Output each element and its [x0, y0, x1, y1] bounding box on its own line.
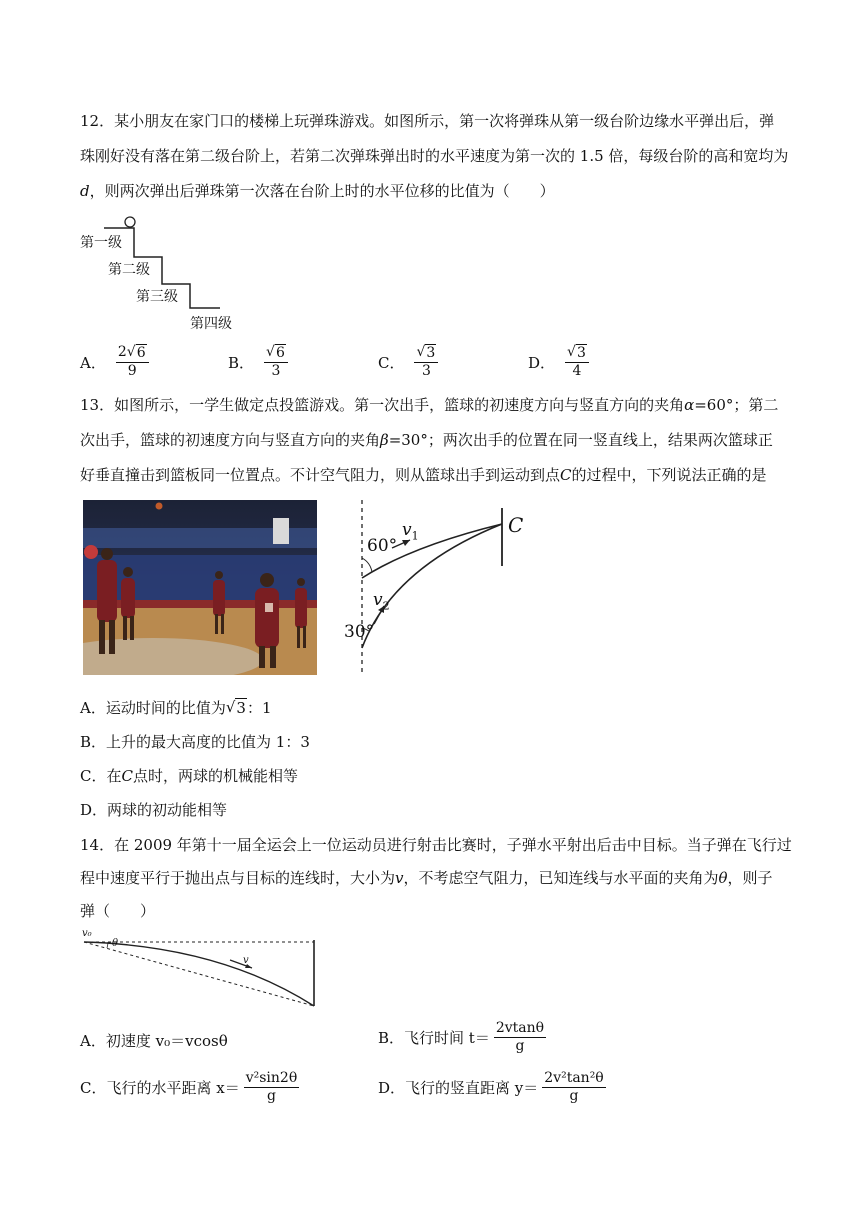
marble-icon: [125, 217, 135, 227]
q13-option-a-text: A．运动时间的比值为: [80, 699, 226, 717]
step-label-4: 第四级: [190, 316, 232, 332]
q12-option-a-label: A．: [80, 353, 106, 372]
step-label-1: 第一级: [80, 235, 122, 251]
q14-var-theta: θ: [718, 869, 728, 887]
q14-option-c-text: C．飞行的水平距离 x＝: [80, 1079, 240, 1097]
q12-option-b-fraction: √ 6 3: [264, 344, 288, 380]
v0-label: v₀: [82, 928, 92, 939]
q14-option-d-fraction: [542, 1070, 605, 1105]
q12-option-c-fraction: √ 3 3: [414, 344, 438, 380]
q14-option-b-text: B．飞行时间 t＝: [378, 1029, 490, 1047]
q13-line-3b: 的过程中，下列说法正确的是: [571, 466, 767, 484]
q14-line-2: [80, 867, 773, 888]
q13-option-a-radicand: 3: [236, 699, 246, 717]
q12-b-denominator: 3: [271, 363, 281, 379]
q14-option-b[interactable]: [378, 1020, 546, 1055]
q12-var-d: d: [80, 182, 90, 200]
q12-d-denominator: 4: [572, 363, 582, 379]
q14-option-d-denominator: g: [569, 1088, 579, 1104]
q14-line-1: 14．在 2009 年第十一届全运会上一位运动员进行射击比赛时，子弹水平射出后击中目标。当子弹在飞行过: [80, 836, 792, 854]
q12-a-radicand: 6: [136, 345, 146, 361]
q12-option-b[interactable]: [228, 344, 288, 380]
velocity-label-v1: [402, 520, 419, 542]
q13-line-2a: 次出手，篮球的初速度方向与竖直方向的夹角: [80, 431, 381, 449]
q14-option-a[interactable]: A．初速度 v₀＝vcosθ: [80, 1032, 228, 1050]
q13-line-2b: =30°；两次出手的位置在同一竖直线上，结果两次篮球正: [388, 431, 773, 449]
q13-option-c-post: 点时，两球的机械能相等: [132, 767, 298, 785]
q12-option-a[interactable]: [80, 344, 149, 380]
point-label-c: C: [508, 513, 524, 537]
theta-label: θ: [112, 938, 119, 949]
q14-option-b-denominator: g: [515, 1038, 525, 1054]
v2-symbol: v: [373, 590, 383, 610]
q13-option-c-pre: C．在: [80, 767, 122, 785]
q13-line-1b: =60°；第二: [694, 396, 779, 414]
q12-option-b-label: B．: [228, 353, 255, 372]
q12-option-d-fraction: √ 3 4: [565, 344, 589, 380]
v2-subscript: 2: [382, 599, 390, 613]
q13-option-c[interactable]: [80, 765, 298, 786]
v1-symbol: v: [402, 520, 412, 540]
q13-option-a-ratio: ：1: [246, 699, 272, 717]
v1-subscript: 1: [411, 529, 419, 543]
q12-option-c[interactable]: [378, 344, 438, 380]
q12-a-coef: 2: [117, 344, 127, 360]
q12-a-denominator: 9: [127, 363, 137, 379]
q13-alpha: α: [684, 396, 695, 414]
q13-line-3: [80, 464, 767, 485]
q12-line-3: [80, 180, 555, 201]
q12-line-2: 珠刚好没有落在第二级台阶上，若第二次弹珠弹出时的水平速度为第一次的 1.5 倍，每级台阶的高和宽均为: [80, 147, 789, 165]
q14-option-b-numerator: 2vtanθ: [495, 1020, 545, 1036]
q12-b-radicand: 6: [275, 345, 285, 361]
q13-line-3a: 好垂直撞击到篮板同一位置点。不计空气阻力，则从篮球出手到运动到点: [80, 466, 561, 484]
q12-c-denominator: 3: [421, 363, 431, 379]
q14-option-b-fraction: [494, 1020, 546, 1055]
q12-option-c-label: C．: [378, 353, 405, 372]
q14-option-d[interactable]: [378, 1070, 606, 1105]
q14-var-v: v: [395, 869, 404, 887]
step-label-3: 第三级: [136, 289, 178, 305]
velocity-label-v2: [373, 590, 390, 612]
q14-line-2c: ，则子: [727, 869, 773, 887]
q13-line-1a: 13．如图所示，一学生做定点投篮游戏。第一次出手，篮球的初速度方向与竖直方向的夹角: [80, 396, 685, 414]
q13-var-c: C: [560, 466, 572, 484]
q14-option-c-fraction: [244, 1070, 300, 1105]
q14-line-3: 弹（ ）: [80, 902, 156, 920]
q14-option-c[interactable]: [80, 1070, 299, 1105]
angle-label-60: 60°: [367, 536, 398, 556]
q12-d-radicand: 3: [576, 345, 586, 361]
q13-option-d[interactable]: D．两球的初动能相等: [80, 801, 228, 819]
q12-option-d-label: D．: [528, 353, 556, 372]
q14-option-c-numerator: v²sin2θ: [245, 1070, 298, 1086]
q13-line-1: [80, 394, 778, 415]
q13-line-2: [80, 429, 773, 450]
step-label-2: 第二级: [108, 262, 150, 278]
q13-option-c-var: C: [121, 766, 133, 785]
v-label: v: [243, 955, 249, 966]
q12-line-3-rest: ，则两次弹出后弹珠第一次落在台阶上时的水平位移的比值为（ ）: [89, 182, 555, 200]
q13-option-b[interactable]: B．上升的最大高度的比值为 1：3: [80, 733, 310, 751]
q12-c-radicand: 3: [426, 345, 436, 361]
q12-option-a-fraction: 2√ 6 9: [116, 344, 149, 380]
q14-option-c-denominator: g: [267, 1088, 276, 1104]
q12-option-d[interactable]: [528, 344, 589, 380]
q13-option-a[interactable]: A．运动时间的比值为 √ 3 ：1: [80, 698, 272, 717]
q14-option-d-text: D．飞行的竖直距离 y＝: [378, 1079, 539, 1097]
q14-line-2b: ，不考虑空气阻力，已知连线与水平面的夹角为: [403, 869, 719, 887]
q12-line-1: 12．某小朋友在家门口的楼梯上玩弹珠游戏。如图所示，第一次将弹珠从第一级台阶边缘水平弹出后，弹: [80, 112, 775, 130]
q13-beta: β: [380, 431, 389, 449]
basketball-photo: [83, 500, 317, 675]
q14-line-2a: 程中速度平行于抛出点与目标的连线时，大小为: [80, 869, 396, 887]
q14-option-d-numerator: 2v²tan²θ: [544, 1070, 604, 1086]
angle-label-30: 30°: [344, 622, 375, 642]
